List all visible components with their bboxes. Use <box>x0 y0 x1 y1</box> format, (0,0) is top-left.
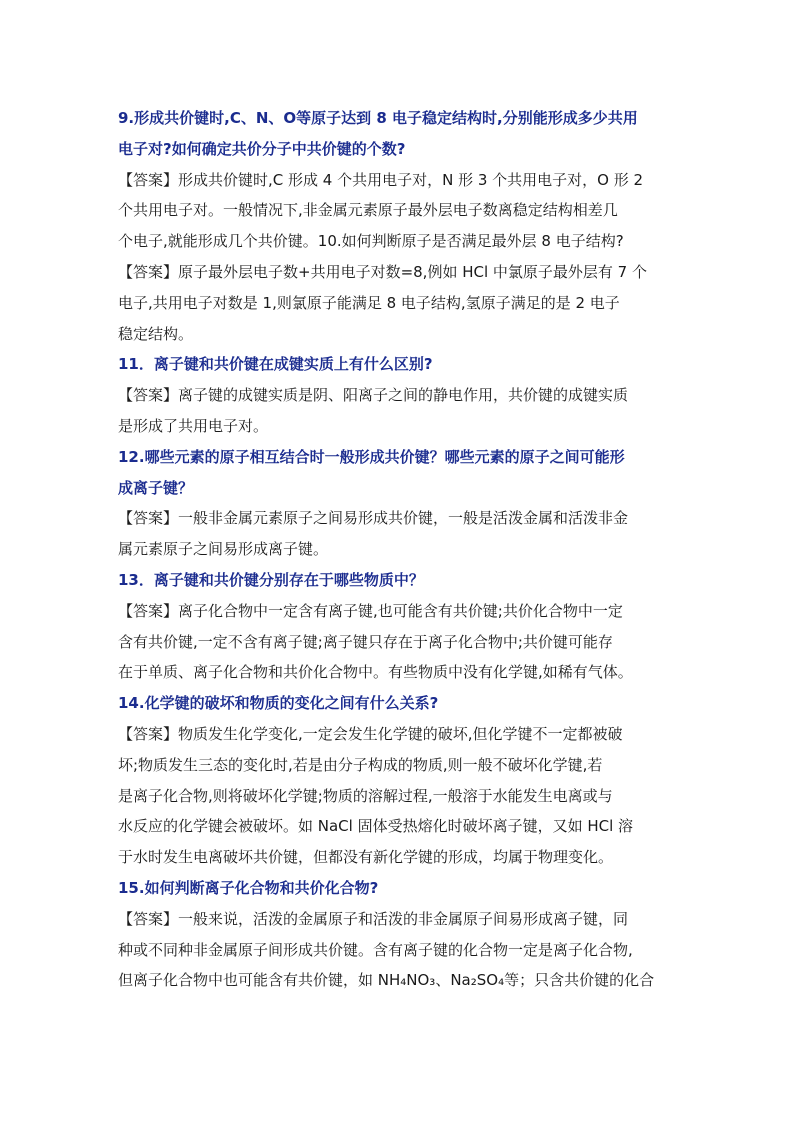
question-line: 12.哪些元素的原子相互结合时一般形成共价键？哪些元素的原子之间可能形 <box>118 447 625 466</box>
answer-line: 水反应的化学键会被破坏。如 NaCl 固体受热熔化时破坏离子键，又如 HCl 溶 <box>118 817 634 836</box>
question-line: 电子对?如何确定共价分子中共价键的个数? <box>118 139 406 158</box>
answer-line: 【答案】离子化合物中一定含有离子键,也可能含有共价键;共价化合物中一定 <box>118 601 623 620</box>
question-line: 13．离子键和共价键分别存在于哪些物质中？ <box>118 570 424 589</box>
answer-line: 是形成了共用电子对。 <box>118 416 269 435</box>
answer-line: 【答案】原子最外层电子数+共用电子对数=8,例如 HCl 中氯原子最外层有 7 个 <box>118 262 647 281</box>
answer-line: 【答案】一般非金属元素原子之间易形成共价键，一般是活泼金属和活泼非金 <box>118 509 629 528</box>
document-page <box>118 103 678 996</box>
answer-line: 在于单质、离子化合物和共价化合物中。有些物质中没有化学键,如稀有气体。 <box>118 663 633 682</box>
answer-line: 【答案】形成共价键时,C 形成 4 个共用电子对，N 形 3 个共用电子对，O 形 2 <box>118 170 644 189</box>
answer-line: 但离子化合物中也可能含有共价键，如 NH₄NO₃、Na₂SO₄等；只含共价键的化合 <box>118 971 655 990</box>
answer-line: 含有共价键,一定不含有离子键;离子键只存在于离子化合物中;共价键可能存 <box>118 632 613 651</box>
answer-line: 电子,共用电子对数是 1,则氯原子能满足 8 电子结构,氢原子满足的是 2 电子 <box>118 293 620 312</box>
answer-line: 【答案】一般来说，活泼的金属原子和活泼的非金属原子间易形成离子键，同 <box>118 909 629 928</box>
answer-line: 于水时发生电离破坏共价键，但都没有新化学键的形成，均属于物理变化。 <box>118 848 614 867</box>
answer-line: 个电子,就能形成几个共价键。10.如何判断原子是否满足最外层 8 电子结构? <box>118 232 624 251</box>
question-line: 9.形成共价键时,C、N、O等原子达到 8 电子稳定结构时,分别能形成多少共用 <box>118 109 638 127</box>
answer-line: 【答案】物质发生化学变化,一定会发生化学键的破坏,但化学键不一定都被破 <box>118 724 623 743</box>
answer-line: 坏;物质发生三态的变化时,若是由分子构成的物质,则一般不破坏化学键,若 <box>118 755 603 774</box>
question-line: 11．离子键和共价键在成键实质上有什么区别? <box>118 355 433 374</box>
answer-line: 属元素原子之间易形成离子键。 <box>118 540 329 559</box>
answer-line: 个共用电子对。一般情况下,非金属元素原子最外层电子数离稳定结构相差几 <box>118 201 618 220</box>
answer-line: 是离子化合物,则将破坏化学键;物质的溶解过程,一般溶于水能发生电离或与 <box>118 786 613 805</box>
answer-line: 稳定结构。 <box>118 324 194 343</box>
question-line: 14.化学键的破坏和物质的变化之间有什么关系? <box>118 694 439 713</box>
answer-line: 【答案】离子键的成键实质是阴、阳离子之间的静电作用，共价键的成键实质 <box>118 386 629 405</box>
answer-line: 种或不同种非金属原子间形成共价键。含有离子键的化合物一定是离子化合物, <box>118 940 633 959</box>
question-line: 成离子键？ <box>118 478 194 497</box>
question-line: 15.如何判断离子化合物和共价化合物? <box>118 878 379 897</box>
